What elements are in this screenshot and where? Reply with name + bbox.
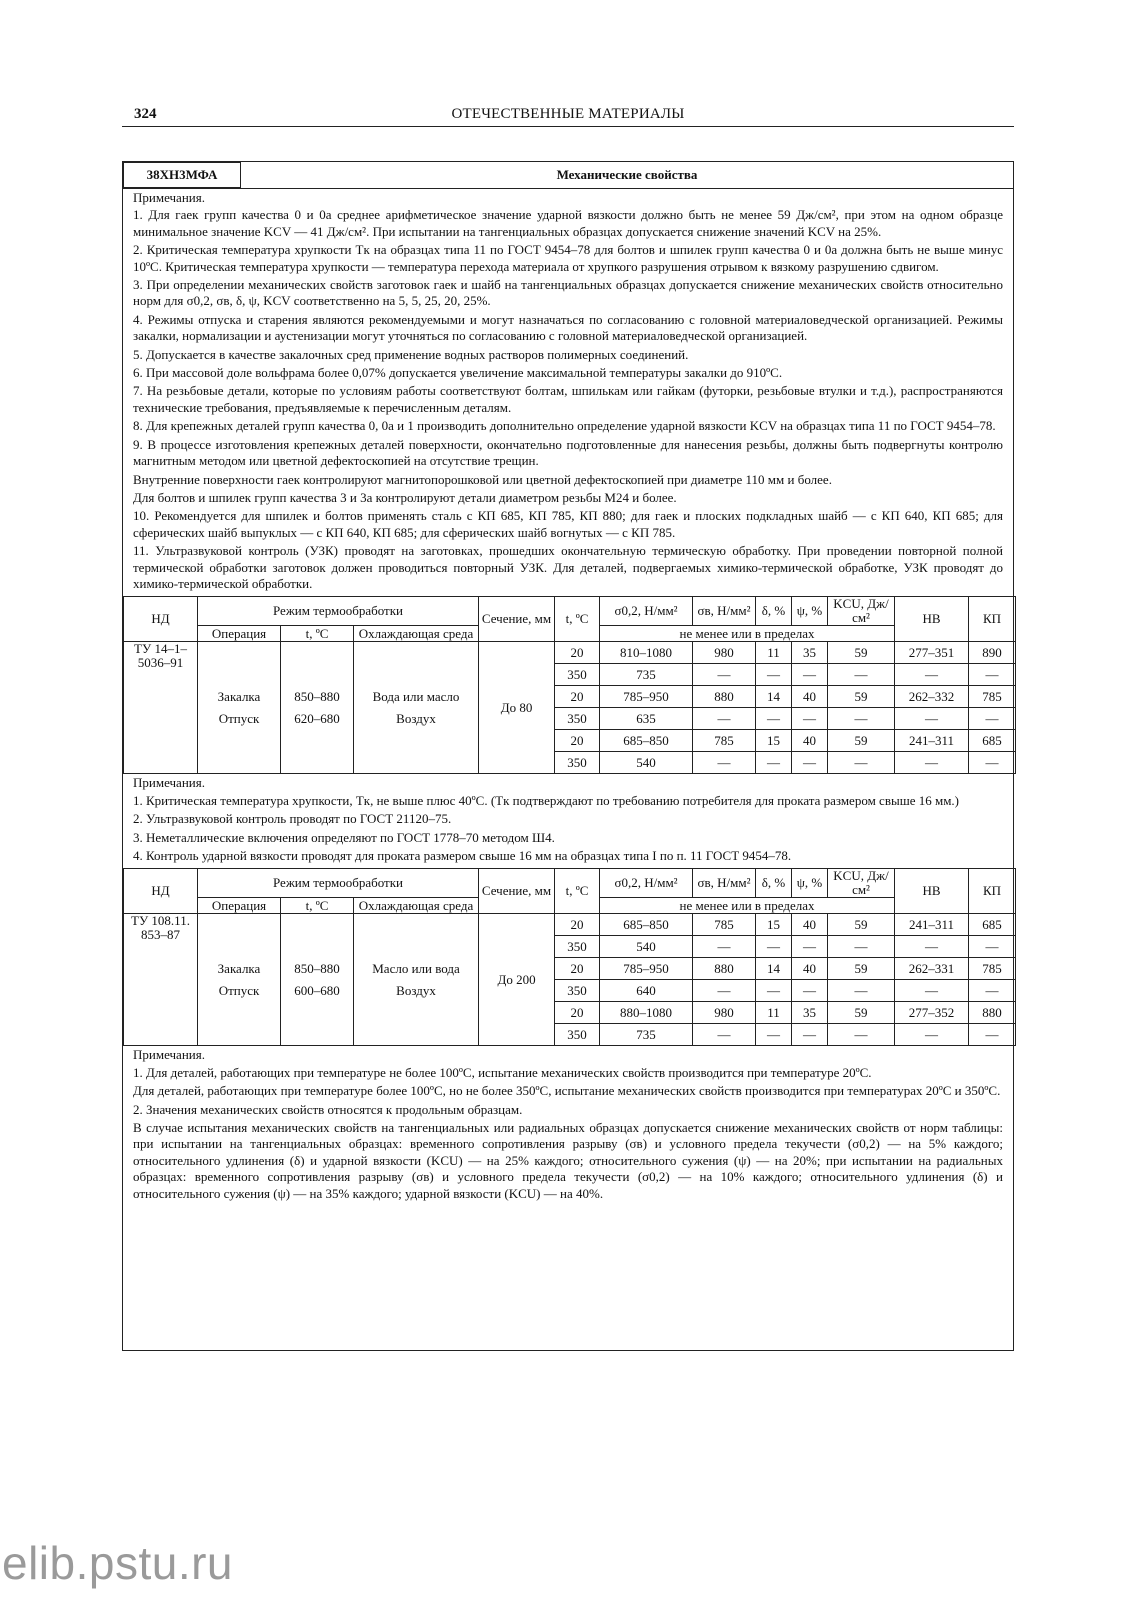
table-cell: 685–850 — [600, 914, 693, 936]
col-delta: δ, % — [756, 869, 792, 898]
table-cell: — — [693, 664, 756, 686]
table-cell: — — [792, 936, 828, 958]
table-cell: 880 — [693, 958, 756, 980]
table-cell: 785–950 — [600, 958, 693, 980]
table-cell: 262–332 — [895, 686, 969, 708]
table-cell: 11 — [756, 1002, 792, 1024]
table-cell: 350 — [555, 936, 600, 958]
table-cell: — — [969, 752, 1016, 774]
col-kcu: KCU, Дж/см² — [828, 869, 895, 898]
table-cell: 890 — [969, 642, 1016, 664]
table-cell: — — [693, 1024, 756, 1046]
table-cell: — — [792, 708, 828, 730]
note-item: 1. Для гаек групп качества 0 и 0а среднее арифметическое значение ударной вязкости должно быть не менее 59 Дж/см², при этом на одном образце минимальное значение KCV — 41 Дж/см². При испытании на тангенциальных образцах допускается снижение значений KCV на 25%. — [133, 207, 1003, 239]
note-item: 2. Значения механических свойств относятся к продольным образцам. — [133, 1101, 523, 1117]
table-cell: 262–331 — [895, 958, 969, 980]
table-cell: 20 — [555, 730, 600, 752]
table-cell: — — [895, 752, 969, 774]
col-test-temp: t, ºС — [555, 869, 600, 914]
col-sv: σв, Н/мм² — [693, 597, 756, 626]
table-cell: 59 — [828, 1002, 895, 1024]
cooling-temper: Воздух — [396, 710, 436, 726]
table-cell: 20 — [555, 1002, 600, 1024]
table-cell: 59 — [828, 730, 895, 752]
section-title: Механические свойства — [556, 167, 698, 182]
table-cell: 14 — [756, 686, 792, 708]
table-cell: — — [828, 708, 895, 730]
table-cell: 241–311 — [895, 730, 969, 752]
table-cell: 35 — [792, 1002, 828, 1024]
col-cooling: Охлаждающая среда — [354, 898, 479, 914]
table-cell: 640 — [600, 980, 693, 1002]
table-cell: — — [792, 980, 828, 1002]
temperatures — [281, 914, 354, 1046]
table-cell: — — [828, 980, 895, 1002]
note-item: 6. При массовой доле вольфрама более 0,07% допускается увеличение максимальной температуры закалки до 910ºС. — [133, 365, 783, 381]
table-cell: 785 — [969, 686, 1016, 708]
note-item: 5. Допускается в качестве закалочных сред применение водных растворов полимерных соединений. — [133, 346, 689, 362]
steel-grade: 38ХН3МФА — [123, 162, 241, 188]
table-cell: 40 — [792, 686, 828, 708]
table-cell: 350 — [555, 1024, 600, 1046]
table-cell: 241–311 — [895, 914, 969, 936]
cooling-media — [354, 642, 479, 774]
note-item: Для болтов и шпилек групп качества 3 и 3а контролируют детали диаметром резьбы М24 и более. — [133, 489, 677, 505]
running-title: ОТЕЧЕСТВЕННЫЕ МАТЕРИАЛЫ — [451, 106, 685, 122]
col-kp: КП — [969, 597, 1016, 642]
table-cell: 785–950 — [600, 686, 693, 708]
operation-temper: Отпуск — [218, 982, 260, 998]
table-cell: — — [828, 1024, 895, 1046]
table-cell: 735 — [600, 1024, 693, 1046]
table-cell: 59 — [828, 958, 895, 980]
col-temp: t, ºС — [281, 626, 354, 642]
cooling-temper: Воздух — [396, 982, 436, 998]
col-s02: σ0,2, Н/мм² — [600, 597, 693, 626]
table-cell: 20 — [555, 686, 600, 708]
note-item: 9. В процессе изготовления крепежных деталей поверхности, окончательно подготовленные для нанесения резьбы, должны быть подвергнуты контролю магнитным методом или цветной дефектоскопией на отсутствие трещин. — [133, 436, 1003, 469]
col-mode: Режим термообработки — [198, 597, 479, 626]
table-cell: 735 — [600, 664, 693, 686]
col-mode: Режим термообработки — [198, 869, 479, 898]
table-cell: 880 — [969, 1002, 1016, 1024]
table-cell: 540 — [600, 752, 693, 774]
table-cell: 35 — [792, 642, 828, 664]
section-value: До 200 — [479, 914, 555, 1046]
col-cooling: Охлаждающая среда — [354, 626, 479, 642]
table-cell: 40 — [792, 958, 828, 980]
properties-table-1 — [123, 596, 1016, 774]
col-kp: КП — [969, 869, 1016, 914]
table-cell: 14 — [756, 958, 792, 980]
table-cell: 277–352 — [895, 1002, 969, 1024]
table-cell: 350 — [555, 664, 600, 686]
table-cell: 980 — [693, 642, 756, 664]
table-cell: — — [895, 980, 969, 1002]
col-nd: НД — [124, 869, 198, 914]
table-cell: 277–351 — [895, 642, 969, 664]
sheet-header — [123, 162, 1013, 189]
temp-temper: 600–680 — [294, 982, 340, 998]
table-cell: 980 — [693, 1002, 756, 1024]
table-cell: 685 — [969, 730, 1016, 752]
table-cell: 15 — [756, 730, 792, 752]
note-item: 7. На резьбовые детали, которые по условиям работы соответствуют болтам, шпилькам или гайкам (футорки, резьбовые втулки и т.д.), распространяются технические требования, предъявляемые к перечисленным деталям. — [133, 383, 1003, 415]
nd-value: ТУ 108.11. 853–87 — [124, 914, 198, 1046]
note-item: 3. Неметаллические включения определяют по ГОСТ 1778–70 методом Ш4. — [133, 829, 555, 845]
temp-quench: 850–880 — [294, 960, 340, 976]
table-cell: 40 — [792, 730, 828, 752]
table-cell: — — [792, 1024, 828, 1046]
note-item: 2. Критическая температура хрупкости Tк на образцах типа 11 по ГОСТ 9454–78 для болтов и шпилек групп качества 0 и 0а должна быть не выше минус 10ºС. Критическая температура хрупкости — температура перехода материала от хрупкого разрушения отрывом к вязкому разрушению сдвигом. — [133, 242, 1003, 274]
table-cell: 880–1080 — [600, 1002, 693, 1024]
note-item: 2. Ультразвуковой контроль проводят по ГОСТ 21120–75. — [133, 811, 452, 827]
col-temp: t, ºС — [281, 898, 354, 914]
table-cell: 40 — [792, 914, 828, 936]
col-section: Сечение, мм — [479, 597, 555, 642]
table-cell: — — [969, 980, 1016, 1002]
table-cell: 350 — [555, 752, 600, 774]
table-cell: 20 — [555, 958, 600, 980]
table-cell: — — [895, 936, 969, 958]
table-cell: — — [693, 936, 756, 958]
table-cell: — — [969, 1024, 1016, 1046]
operation-quench: Закалка — [217, 960, 261, 976]
table-cell: 880 — [693, 686, 756, 708]
note-item: В случае испытания механических свойств на тангенциальных или радиальных образцах допускается снижение механических свойств от норм таблицы: при испытании на тангенциальных образцах: временного сопротивления разрыву (σв) и условного предела текучести (σ0,2) — на 5% каждого; относительного удлинения (δ) и ударной вязкости (KCU) — на 25% каждого; относительного сужения (ψ) — на 20%; при испытании на радиальных образцах: временного сопротивления разрыву (σв) и условного предела текучести (σ0,2) — на 10% каждого; относительного удлинения (δ) и относительного сужения (ψ) — на 35% каждого; ударной вязкости (KCU) — на 40%. — [133, 1120, 1003, 1201]
col-psi: ψ, % — [792, 869, 828, 898]
table-cell: — — [756, 752, 792, 774]
table-cell: 20 — [555, 642, 600, 664]
col-section: Сечение, мм — [479, 869, 555, 914]
table-cell: — — [895, 708, 969, 730]
table-cell: — — [756, 980, 792, 1002]
cooling-quench: Масло или вода — [372, 960, 460, 976]
col-sv: σв, Н/мм² — [693, 869, 756, 898]
col-kcu: KCU, Дж/см² — [828, 597, 895, 626]
table-cell: — — [693, 980, 756, 1002]
note-item: 8. Для крепежных деталей групп качества 0, 0а и 1 производить дополнительно определение ударной вязкости KCV на образцах типа 11 по ГОСТ 9454–78. — [133, 418, 996, 434]
col-delta: δ, % — [756, 597, 792, 626]
col-test-temp: t, ºС — [555, 597, 600, 642]
table-cell: — — [756, 664, 792, 686]
col-psi: ψ, % — [792, 597, 828, 626]
note-item: 10. Рекомендуется для шпилек и болтов применять сталь с КП 685, КП 785, КП 880; для гаек и плоских подкладных шайб — с КП 640, КП 685; для сферических шайб выпуклых — с КП 640, КП 685; для сферических шайб вогнутых — с КП 785. — [133, 508, 1003, 540]
table-cell: 540 — [600, 936, 693, 958]
table-cell: — — [792, 664, 828, 686]
col-operation: Операция — [198, 898, 281, 914]
temp-temper: 620–680 — [294, 710, 340, 726]
temperatures — [281, 642, 354, 774]
table-cell: — — [756, 1024, 792, 1046]
col-hb: НВ — [895, 869, 969, 914]
table-cell: — — [756, 936, 792, 958]
table-cell: — — [969, 708, 1016, 730]
notes-block-1 — [123, 189, 1013, 596]
notes-block-2 — [123, 774, 1013, 868]
col-nd: НД — [124, 597, 198, 642]
table-cell: 635 — [600, 708, 693, 730]
col-s02: σ0,2, Н/мм² — [600, 869, 693, 898]
table-cell: — — [828, 936, 895, 958]
col-hb: НВ — [895, 597, 969, 642]
table-cell: 685 — [969, 914, 1016, 936]
cooling-media — [354, 914, 479, 1046]
operations — [198, 642, 281, 774]
table-cell: 810–1080 — [600, 642, 693, 664]
properties-table-2 — [123, 868, 1016, 1046]
table-cell: 59 — [828, 914, 895, 936]
notes-label: Примечания. — [133, 1047, 205, 1063]
watermark: elib.pstu.ru — [2, 1537, 234, 1589]
col-limits: не менее или в пределах — [600, 626, 895, 642]
table-cell: — — [969, 664, 1016, 686]
table-cell: — — [828, 664, 895, 686]
table-cell: — — [828, 752, 895, 774]
notes-label: Примечания. — [133, 190, 205, 205]
table-cell: 11 — [756, 642, 792, 664]
page-number: 324 — [134, 106, 157, 122]
nd-value: ТУ 14–1–5036–91 — [124, 642, 198, 774]
table-cell: 15 — [756, 914, 792, 936]
table-cell: 59 — [828, 686, 895, 708]
note-item: 4. Режимы отпуска и старения являются рекомендуемыми и могут назначаться по согласованию с головной материаловедческой организацией. Режимы закалки, нормализации и аустенизации могут уточняться по согласованию с головной материаловедческой организацией. — [133, 311, 1003, 344]
note-item: Внутренние поверхности гаек контролируют магнитопорошковой или цветной дефектоскопией при диаметре 110 мм и более. — [133, 471, 832, 487]
note-item: Для деталей, работающих при температуре более 100ºС, но не более 350ºС, испытание механических свойств производится при температурах 20ºС и 350ºС. — [133, 1083, 1001, 1099]
table-cell: 350 — [555, 980, 600, 1002]
table-cell: — — [792, 752, 828, 774]
table-cell: 785 — [693, 914, 756, 936]
material-sheet — [122, 161, 1014, 1351]
table-cell: — — [693, 708, 756, 730]
temp-quench: 850–880 — [294, 688, 340, 704]
notes-block-3 — [123, 1046, 1013, 1206]
note-item: 11. Ультразвуковой контроль (УЗК) проводят на заготовках, прошедших окончательную термическую обработку. При проведении повторной полной термической обработки заготовок должен проводиться повторный УЗК. Для деталей, подвергаемых химико-термической обработке, УЗК проводят до химико-термической обработки. — [133, 543, 1003, 591]
table-cell: 785 — [693, 730, 756, 752]
section-value: До 80 — [479, 642, 555, 774]
note-item: 4. Контроль ударной вязкости проводят для проката размером свыше 16 мм на образцах типа I по п. 11 ГОСТ 9454–78. — [133, 847, 792, 863]
note-item: 1. Критическая температура хрупкости, Tк, не выше плюс 40ºС. (Tк подтверждают по требованию потребителя для проката размером свыше 16 мм.) — [133, 792, 960, 808]
operation-quench: Закалка — [217, 688, 261, 704]
col-limits: не менее или в пределах — [600, 898, 895, 914]
table-cell: 785 — [969, 958, 1016, 980]
notes-label: Примечания. — [133, 775, 205, 791]
cooling-quench: Вода или масло — [372, 688, 460, 704]
note-item: 3. При определении механических свойств заготовок гаек и шайб на тангенциальных образцах допускается снижение механических свойств относительно норм для σ0,2, σв, δ, ψ, KCV соответственно на 5, 5, 25, 20, 25%. — [133, 277, 1003, 309]
operations — [198, 914, 281, 1046]
table-cell: 350 — [555, 708, 600, 730]
note-item: 1. Для деталей, работающих при температуре не более 100ºС, испытание механических свойств производится при температуре 20ºС. — [133, 1064, 872, 1080]
table-cell: — — [895, 1024, 969, 1046]
table-cell: — — [693, 752, 756, 774]
col-operation: Операция — [198, 626, 281, 642]
table-cell: — — [756, 708, 792, 730]
page-header — [122, 104, 1014, 127]
table-cell: 685–850 — [600, 730, 693, 752]
table-cell: 20 — [555, 914, 600, 936]
table-cell: — — [895, 664, 969, 686]
table-cell: — — [969, 936, 1016, 958]
table-cell: 59 — [828, 642, 895, 664]
operation-temper: Отпуск — [218, 710, 260, 726]
